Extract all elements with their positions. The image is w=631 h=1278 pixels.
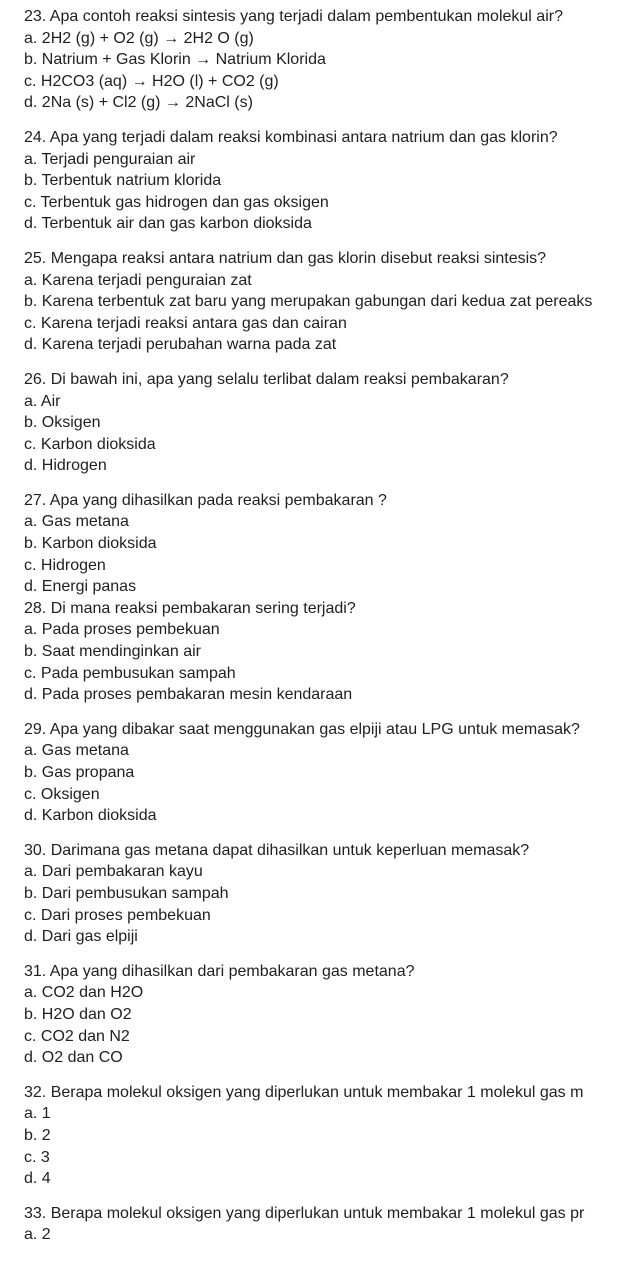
question-text: 33. Berapa molekul oksigen yang diperlukan untuk membakar 1 molekul gas pr <box>24 1204 585 1222</box>
option-a: a. 2H2 (g) + O2 (g) → 2H2 O (g) <box>24 29 254 47</box>
question-24 <box>24 127 631 235</box>
question-25 <box>24 248 631 356</box>
option-b: b. Karena terbentuk zat baru yang merupakan gabungan dari kedua zat pereaks <box>24 293 593 311</box>
question-text: 32. Berapa molekul oksigen yang diperlukan untuk membakar 1 molekul gas m <box>24 1083 584 1101</box>
question-31 <box>24 961 631 1069</box>
option-b: b. Dari pembusukan sampah <box>24 884 229 902</box>
option-c: c. Karena terjadi reaksi antara gas dan cairan <box>24 314 347 332</box>
option-b: b. Natrium + Gas Klorin → Natrium Klorida <box>24 51 326 69</box>
question-text: 26. Di bawah ini, apa yang selalu terlibat dalam reaksi pembakaran? <box>24 370 509 388</box>
option-b: b. Gas propana <box>24 764 135 781</box>
option-d: d. 4 <box>24 1170 51 1188</box>
option-b: b. H2O dan O2 <box>24 1005 132 1023</box>
option-d: d. Dari gas elpiji <box>24 928 138 946</box>
question-text: 31. Apa yang dihasilkan dari pembakaran gas metana? <box>24 962 415 980</box>
option-c: c. Karbon dioksida <box>24 435 156 453</box>
option-d: d. 2Na (s) + Cl2 (g) → 2NaCl (s) <box>24 94 253 112</box>
option-c: c. Dari proses pembekuan <box>24 906 211 924</box>
option-a: a. Dari pembakaran kayu <box>24 863 203 881</box>
option-b: b. Oksigen <box>24 414 101 432</box>
option-a: a. Gas metana <box>24 513 129 531</box>
question-26 <box>24 369 631 477</box>
option-a: a. Air <box>24 392 61 410</box>
option-a: a. CO2 dan H2O <box>24 984 144 1002</box>
question-28 <box>24 598 631 706</box>
option-d: d. Hidrogen <box>24 457 107 475</box>
question-33 <box>24 1203 631 1246</box>
option-c: c. H2CO3 (aq) → H2O (l) + CO2 (g) <box>24 72 279 90</box>
option-c: c. 3 <box>24 1148 50 1166</box>
option-c: c. CO2 dan N2 <box>24 1027 130 1045</box>
option-d: d. Energi panas <box>24 578 137 596</box>
option-a: a. Karena terjadi penguraian zat <box>24 271 252 289</box>
question-23 <box>24 6 631 114</box>
option-a: a. Terjadi penguraian air <box>24 150 196 168</box>
option-d: d. Pada proses pembakaran mesin kendaraan <box>24 686 353 704</box>
option-a: a. 2 <box>24 1226 51 1244</box>
option-d: d. Karbon dioksida <box>24 807 157 825</box>
option-a: a. Pada proses pembekuan <box>24 621 220 639</box>
question-text: 24. Apa yang terjadi dalam reaksi kombinasi antara natrium dan gas klorin? <box>24 128 558 146</box>
question-text: 30. Darimana gas metana dapat dihasilkan untuk keperluan memasak? <box>24 841 530 859</box>
question-text: 27. Apa yang dihasilkan pada reaksi pembakaran ? <box>24 491 387 509</box>
option-c: c. Oksigen <box>24 785 100 803</box>
question-30 <box>24 840 631 948</box>
option-b: b. Terbentuk natrium klorida <box>24 172 222 190</box>
option-a: a. Gas metana <box>24 742 129 760</box>
option-d: d. Terbentuk air dan gas karbon dioksida <box>24 215 312 233</box>
option-a: a. 1 <box>24 1105 51 1123</box>
question-text: 25. Mengapa reaksi antara natrium dan gas klorin disebut reaksi sintesis? <box>24 249 547 267</box>
option-d: d. O2 dan CO <box>24 1049 123 1067</box>
option-c: c. Pada pembusukan sampah <box>24 664 236 682</box>
question-text: 29. Apa yang dibakar saat menggunakan gas elpiji atau LPG untuk memasak? <box>24 720 580 738</box>
question-32 <box>24 1082 631 1190</box>
option-c: c. Hidrogen <box>24 556 106 574</box>
option-b: b. Saat mendinginkan air <box>24 643 201 661</box>
question-text: 28. Di mana reaksi pembakaran sering terjadi? <box>24 599 356 617</box>
option-c: c. Terbentuk gas hidrogen dan gas oksigen <box>24 193 329 211</box>
question-27 <box>24 490 631 598</box>
question-29 <box>24 719 631 827</box>
option-d: d. Karena terjadi perubahan warna pada zat <box>24 336 337 354</box>
option-b: b. 2 <box>24 1126 51 1144</box>
option-b: b. Karbon dioksida <box>24 535 157 553</box>
question-text: 23. Apa contoh reaksi sintesis yang terjadi dalam pembentukan molekul air? <box>24 8 563 25</box>
